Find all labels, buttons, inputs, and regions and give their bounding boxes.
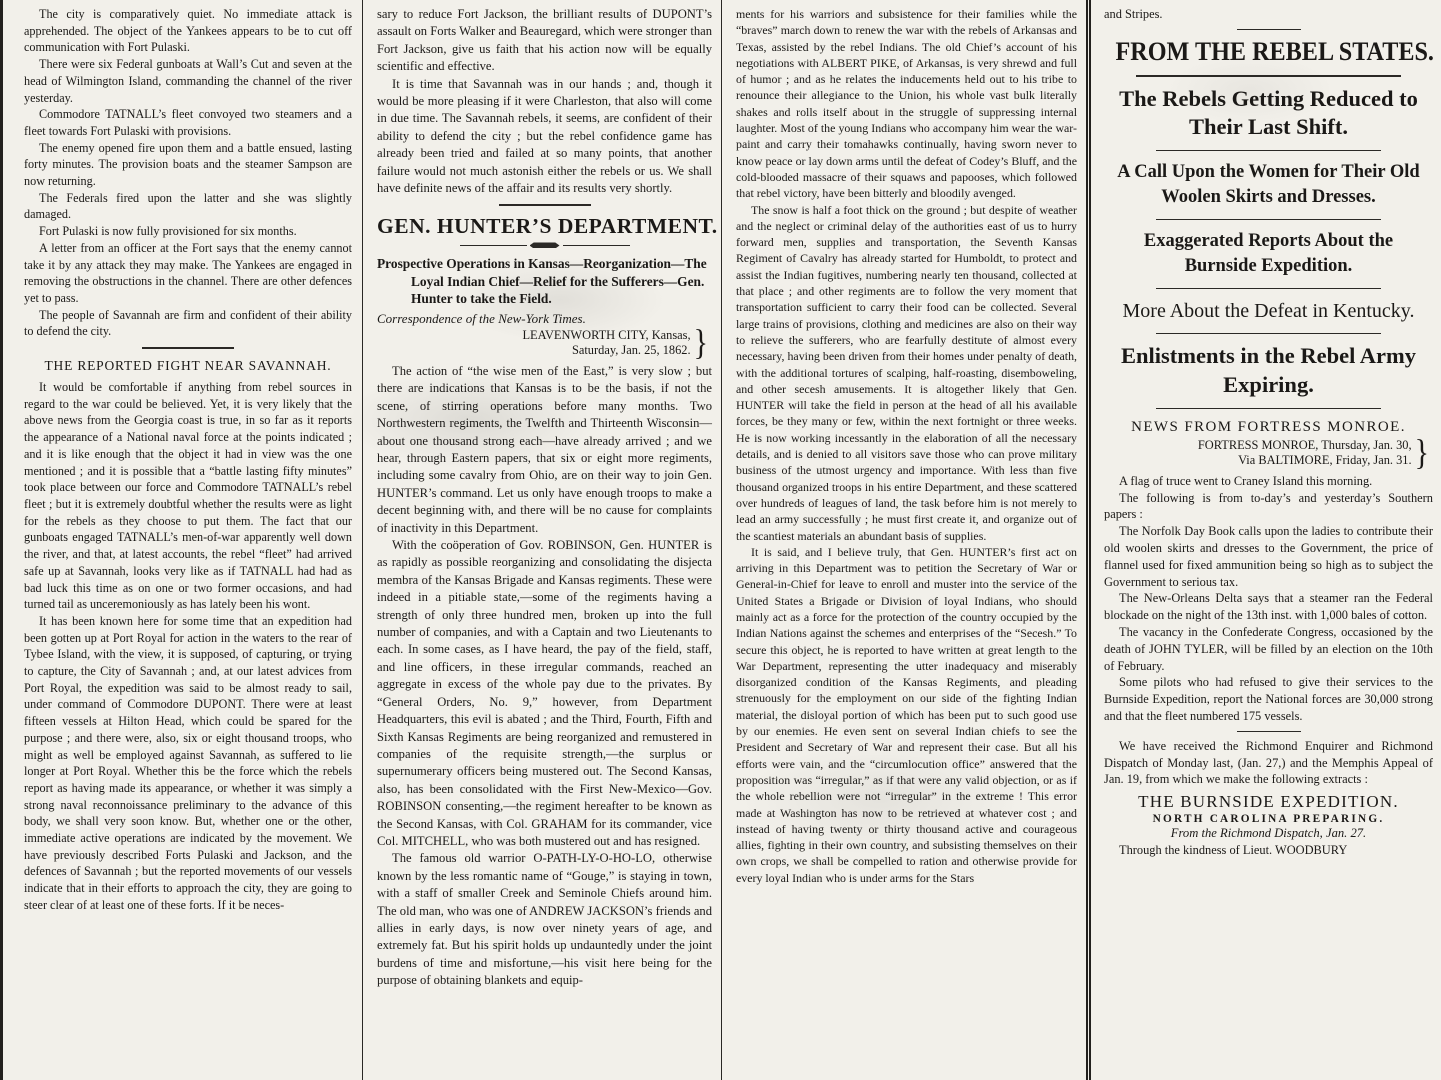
dateline-brace: } xyxy=(1414,432,1429,473)
paragraph: A letter from an officer at the Fort says that the enemy cannot take it by any attack they may make. The Yankees are engaged in removing the obstructions in the channel. There are other defences yet to pass. xyxy=(24,240,352,305)
news-column-3 xyxy=(721,0,1086,1080)
dateline-brace: } xyxy=(693,323,708,363)
divider-rule xyxy=(1156,333,1381,334)
divider-rule xyxy=(1156,288,1381,289)
news-column-1 xyxy=(0,0,362,1080)
section-headline: FROM THE REBEL STATES. xyxy=(1115,36,1434,66)
dateline-line: Via BALTIMORE, Friday, Jan. 31. xyxy=(1238,453,1412,468)
divider-rule xyxy=(499,204,591,206)
paragraph: Commodore TATNALL’s fleet convoyed two steamers and a fleet towards Fort Pulaski with provisions. xyxy=(24,107,352,138)
dateline-line: Saturday, Jan. 25, 1862. xyxy=(571,343,691,358)
paragraph: The people of Savannah are firm and confident of their ability to defend the city. xyxy=(24,307,352,339)
paragraph: Fort Pulaski is now fully provisioned for six months. xyxy=(39,224,297,239)
paragraph: and Stripes. xyxy=(1104,7,1163,21)
paragraph: The city is comparatively quiet. No immediate attack is apprehended. The object of the Yankees appears to be to cut off communication with Fort Pulaski. xyxy=(24,7,352,55)
paragraph: There were six Federal gunboats at Wall’s Cut and seven at the head of Wilmington Island, commanding the channel of the river yesterday. xyxy=(24,57,352,105)
deck-headline: More About the Defeat in Kentucky. xyxy=(1122,300,1415,323)
paragraph: The following is from to-day’s and yesterday’s Southern papers : xyxy=(1104,490,1433,522)
dateline xyxy=(1104,432,1429,473)
deck-headline: A Call Upon the Women for Their Old Woolen Skirts and Dresses. xyxy=(1117,162,1420,208)
paragraph: The New-Orleans Delta says that a steamer ran the Federal blockade on the night of the 13th inst. with 1,000 bales of cotton. xyxy=(1104,591,1433,623)
source-credit: From the Richmond Dispatch, Jan. 27. xyxy=(1170,826,1367,841)
paragraph: Some pilots who had refused to give their services to the Burnside Expedition, report the National forces are 30,000 strong and that the fleet numbered 175 vessels. xyxy=(1104,675,1433,723)
paragraph: The Norfolk Day Book calls upon the ladies to contribute their old woolen skirts and dresses to the Government, the price of flannel used for fixed ammunition being so high as to subject the Government to serious tax. xyxy=(1104,524,1433,589)
divider-rule xyxy=(142,347,234,349)
paragraph: The famous old warrior O-PATH-LY-O-HO-LO, otherwise known by the less romantic name of “Gouge,” is staying in town, with a staff of smaller Creek and Seminole Chiefs around him. The old man, who was one of ANDREW JACKSON’s friends and allies in early days, is now over ninety years of age, and extremely fat. But his spirit holds up undauntedly under the joint burdens of time and misfortune,—his visit here being for the purpose of obtaining blankets and equip- xyxy=(377,851,712,988)
divider-rule xyxy=(1156,219,1381,220)
article-subhead: Prospective Operations in Kansas—Reorganization—The Loyal Indian Chief—Relief for the Sufferers—Gen. Hunter to take the Field. xyxy=(377,256,707,307)
news-column-4 xyxy=(1086,0,1441,1080)
paragraph: It has been known here for some time that an expedition had been gotten up at Port Royal for action in the waters to the rear of Tybee Island, with the view, it is supposed, of capturing, or trying to capture, the City of Savannah ; and, at our latest advices from Port Royal, the expedition was said to be almost ready to sail, under command of Commodore DUPONT. There were at least fifteen vessels at Hilton Head, which could be spared for the purpose ; and there were, also, six or eight thousand troops, who might as well be employed against Savannah, as suffered to lie longer at Port Royal. Whether this be the force which the rebels report as having made its appearance, or whether it was simply a strong naval reconnoissance preliminary to the advance of this body, we shall very soon know. But, whether one or the other, immediate active operations are indicated by the movement. We have previously described Forts Pulaski and Jackson, and the defences of Savannah ; but the reported movements of our vessels indicate that in their efforts to approach the city, they are going to steer clear of at least one of these forts. If it be neces- xyxy=(24,613,352,912)
paragraph: It is said, and I believe truly, that Gen. HUNTER’s first act on arriving in this Department was to petition the Secretary of War or General-in-Chief for leave to enroll and muster into the service of the United States a Brigade or Division of loyal Indians, who should mainly act as a force for the protection of the country occupied by the Indian Nations against the schemes and enterprises of the “Secesh.” To secure this object, he is reported to have written at great length to the War Department, representing the utter inadequacy and miserably disorganized condition of the Kansas Regiments, and pleading strenuously for the employment on our side of the fighting Indian material, the disloyal portion of which has been put to such good use by our enemies. He even sent on several Indian chiefs to see the President and Secretary of War and represent their case. But all his efforts were vain, and the “circumlocution office” answered that the proposition was “irregular,” as if that were any valid objection, or as if the whole rebellion were not “irregular” in the extreme ! This error made at Washington has now to be retrieved at whatever cost ; and instead of having twenty or thirty thousand active and courageous allies, fighting in their own country, and subsisting themselves on their own crops, we shall be compelled to ration and otherwise provide for every loyal Indian who is under arms for the Stars xyxy=(736,544,1077,885)
paragraph: The Federals fired upon the latter and she was slightly damaged. xyxy=(24,190,352,222)
paragraph: The enemy opened fire upon them and a battle ensued, lasting forty minutes. The provision boats and the steamer Sampson are now returning. xyxy=(24,140,352,189)
paragraph: sary to reduce Fort Jackson, the brilliant results of DUPONT’s assault on Forts Walker and Beauregard, which were stronger than Fort Jackson, give us faith that his action now will be equally scientific and effective. xyxy=(377,7,712,74)
divider-rule xyxy=(1156,408,1381,409)
paragraph: ments for his warriors and subsistence for their families while the “braves” march down to renew the war with the rebels of Arkansas and Texas, assisted by the rebel Indians. The old Chief’s account of his negotiations with ALBERT PIKE, of Arkansas, is very shrewd and full of humor ; and as he relates the inducements held out to his tribe to renounce their allegiance to the Union, his whole vast bulk literally shakes and rolls itself about in the struggle of suppressing internal laughter. Most of the young Indians who accompany him wear the war-paint and carry their tomahawks continually, having sworn never to know peace or lay down arms until the defeat of Codey’s Bluff, and the cold-blooded massacre of their squaws and papooses, which followed that rebel victory, have been bitterly and bloodily avenged. xyxy=(736,7,1077,201)
correspondence-credit: Correspondence of the New-York Times. xyxy=(377,310,586,326)
divider-rule xyxy=(1237,29,1301,30)
diamond-shape xyxy=(530,242,560,248)
dateline xyxy=(377,323,708,363)
article-heading: THE BURNSIDE EXPEDITION. xyxy=(1138,792,1399,812)
divider-rule xyxy=(1136,75,1401,77)
paragraph: The snow is half a foot thick on the ground ; but despite of weather and the neglect or criminal delay of the authorities east of us to hurry forward men, supplies and transportation, the Seventh Kansas Regiment of Cavalry has already started for Humboldt, to protect and assist the Indian fugitives, numbering nearly ten thousand, collected at that place ; and other regiments are to follow the very moment that transportation sufficient to carry their food can be collected. Several large trains of provisions, clothing and medicines are also on their way to relieve the sufferers, who are fearfully destitute of almost every necessary, having been driven from their homes under penalty of death, with the additional tortures of scalping, half-roasting, disemboweling, and other secesh amusements. It is altogether likely that Gen. HUNTER will take the field in person at the head of all his available forces, be they many or few, within the next fortnight or three weeks. He is now working incessantly in the elaboration of all the necessary details, and is denied to all visitors save those who can prove military business of the utmost urgency and importance. With less than five thousand organized troops in his entire Department, and these scattered over hundreds of leagues of land, the task before him is not merely to lead an army successfully ; he must first create it, and organize out of the scantiest materials an abundant basis of supplies. xyxy=(736,202,1077,543)
divider-rule xyxy=(1237,731,1301,732)
paragraph: We have received the Richmond Enquirer and Richmond Dispatch of Monday last, (Jan. 27,) and the Memphis Appeal of Jan. 19, from which we make the following extracts : xyxy=(1104,738,1433,787)
dateline-line: FORTRESS MONROE, Thursday, Jan. 30, xyxy=(1197,437,1412,452)
article-heading: GEN. HUNTER’S DEPARTMENT. xyxy=(377,214,718,239)
news-column-2 xyxy=(362,0,721,1080)
paragraph: Through the kindness of Lieut. WOODBURY xyxy=(1119,843,1348,858)
paragraph: With the coöperation of Gov. ROBINSON, Gen. HUNTER is as rapidly as possible reorganizing and consolidating the disjecta membra of the Kansas Brigade and Kansas regiments. These were indeed in a pitiable state,—some of the regiments having a strength of only three hundred men, broken up into the full number of companies, and with a Captain and two Lieutenants to each. In some cases, as I have heard, the pay of the field, staff, and line officers, in these irregular commands, reached an aggregate in excess of the whole pay due to the privates. By “General Orders, No. 9,” however, from Department Headquarters, this evil is abated ; and the Third, Fourth, Fifth and Sixth Kansas Regiments are being reorganized and remustered in companies of the requisite strength,—the surplus or supernumerary officers being mustered out. The Second Kansas, also, has been consolidated with the First New-Mexico—Gov. ROBINSON consenting,—the regiment hereafter to be known as the Second Kansas, with Col. GRAHAM for its commander, vice Col. MITCHELL, who was both mustered out and has resigned. xyxy=(377,538,712,848)
divider-rule xyxy=(1156,150,1381,151)
deck-headline: The Rebels Getting Reduced to Their Last Shift. xyxy=(1119,85,1418,140)
paragraph: The vacancy in the Confederate Congress, occasioned by the death of JOHN TYLER, will be filled by an election on the 10th of February. xyxy=(1104,624,1433,673)
deck-headline: Exaggerated Reports About the Burnside Expedition. xyxy=(1143,231,1394,277)
dateline-line: LEAVENWORTH CITY, Kansas, xyxy=(522,327,691,342)
paragraph: The action of “the wise men of the East,” is very slow ; but there are indications that Kansas is to be the basis, if not the scene, of stirring operations before many months. Two Northwestern regiments, the Twelfth and Thirteenth Wisconsin—about one thousand strong each—have already arrived ; and we hear, through Eastern papers, that six or eight more regiments, including some cavalry from Ohio, are on their way to join Gen. HUNTER’s command. Let us only have enough troops to make a decent beginning with, and there will be no cause for complaints of inactivity in this Department. xyxy=(377,363,712,535)
paragraph: It is time that Savannah was in our hands ; and, though it would be more pleasing if it were Charleston, that also will come in due time. The Savannah rebels, it seems, are confident of their ability to defend the city ; but the rebel confidence game has already been tried and failed at so many points, that another failure would not much astonish either the rebels or us. We shall have definite news of the affair and its results very shortly. xyxy=(377,76,712,196)
article-subhead: NORTH CAROLINA PREPARING. xyxy=(1152,813,1385,826)
ornament-divider xyxy=(460,242,630,248)
deck-headline: Enlistments in the Rebel Army Expiring. xyxy=(1121,343,1416,397)
article-heading: THE REPORTED FIGHT NEAR SAVANNAH. xyxy=(44,358,332,374)
paragraph: It would be comfortable if anything from rebel sources in regard to the war could be believed. Yet, it is very likely that the above news from the Georgia coast is true, in so far as it reports the appearance of a National naval force at the points indicated ; and it is like enough that the object it had in view was the one mentioned ; and it is possible that a “battle lasting fifty minutes” took place between our force and Commodore TATNALL’s rebel fleet ; but it is extremely doubtful whether the results were as light for the rebels as they choose to put them. The fact that our gunboats engaged TATNALL’s men-of-war apparently well down the river, and that, at latest accounts, the rebel “fleet” had arrived safe up at Savannah, looks very like as if TATNALL had had as bad luck this time as on one or two former occasions, and had turned tail as unceremoniously as has lately been his wont. xyxy=(24,380,352,612)
paragraph: A flag of truce went to Craney Island this morning. xyxy=(1119,473,1373,488)
article-heading: NEWS FROM FORTRESS MONROE. xyxy=(1131,418,1406,435)
